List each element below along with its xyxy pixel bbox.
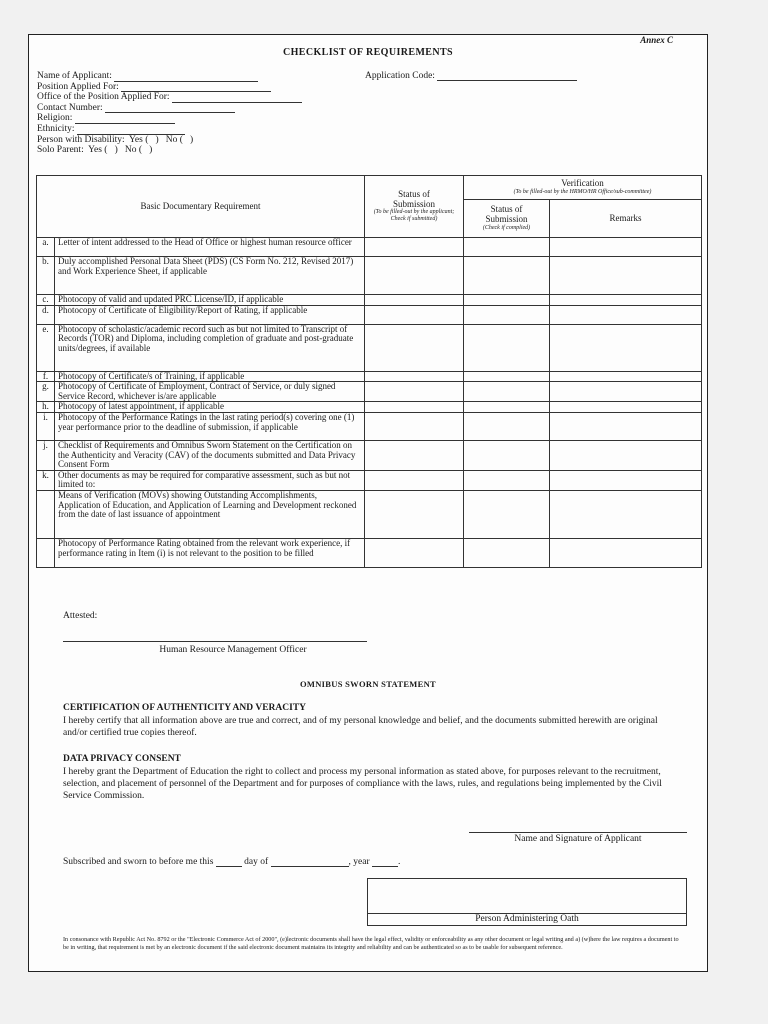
table-row xyxy=(37,305,702,324)
table-row xyxy=(37,382,702,402)
row-status-cell[interactable] xyxy=(365,440,464,470)
row-remarks-cell[interactable] xyxy=(550,305,702,324)
application-code-field[interactable] xyxy=(437,72,577,81)
requirements-table xyxy=(36,175,702,568)
hrmo-signature-line[interactable] xyxy=(63,641,367,642)
cav-text: I hereby certify that all information above are true and correct, and of my personal knowledge and belief, and the documents submitted herewith are original and/or certified true copies thereof. xyxy=(63,716,658,738)
row-status-cell[interactable] xyxy=(365,538,464,567)
row-remarks-cell[interactable] xyxy=(550,470,702,490)
privacy-text: I hereby grant the Department of Education the right to collect and process my personal information as stated above, for purposes relevant to the recruitment, selection, and placement of personnel of the Department and for purposes of compliance with the laws, rules, and regulations being implemented by the Civil Service Commission. xyxy=(63,767,662,801)
row-status-cell[interactable] xyxy=(365,402,464,413)
row-remarks-cell[interactable] xyxy=(550,238,702,257)
row-requirement: Photocopy of Performance Rating obtained from the relevant work experience, if performance rating in Item (i) is not relevant to the position to be filled xyxy=(55,538,365,567)
hrmo-label: Human Resource Management Officer xyxy=(159,645,307,655)
row-requirement: Photocopy of Certificate/s of Training, if applicable xyxy=(55,371,365,382)
pwd-choice[interactable]: Person with Disability: Yes ( ) No ( ) xyxy=(37,134,194,145)
contact-field[interactable] xyxy=(105,104,235,113)
requirements-body xyxy=(37,238,702,568)
ethnicity-label: Ethnicity: xyxy=(37,123,75,134)
row-status-cell[interactable] xyxy=(365,257,464,295)
row-letter: h. xyxy=(37,402,55,413)
row-verification-cell[interactable] xyxy=(464,538,550,567)
row-status-cell[interactable] xyxy=(365,238,464,257)
row-letter: a. xyxy=(37,238,55,257)
office-field[interactable] xyxy=(172,94,302,103)
row-remarks-cell[interactable] xyxy=(550,412,702,440)
row-status-cell[interactable] xyxy=(365,371,464,382)
table-row xyxy=(37,412,702,440)
header-ver-status xyxy=(464,200,550,238)
applicant-signature-line[interactable] xyxy=(469,832,687,833)
annex-label: Annex C xyxy=(640,35,673,45)
row-verification-cell[interactable] xyxy=(464,305,550,324)
row-letter: c. xyxy=(37,295,55,306)
header-status-note: (To be filled-out by the applicant; Check if submitted) xyxy=(373,209,455,223)
header-remarks: Remarks xyxy=(550,200,702,238)
row-verification-cell[interactable] xyxy=(464,470,550,490)
table-row xyxy=(37,371,702,382)
row-status-cell[interactable] xyxy=(365,382,464,402)
table-row xyxy=(37,470,702,490)
religion-field[interactable] xyxy=(75,115,175,124)
table-row xyxy=(37,324,702,371)
table-row xyxy=(37,440,702,470)
row-requirement: Photocopy of latest appointment, if applicable xyxy=(55,402,365,413)
applicant-fields xyxy=(37,71,302,156)
row-letter xyxy=(37,490,55,538)
row-requirement: Photocopy of Certificate of Eligibility/Report of Rating, if applicable xyxy=(55,305,365,324)
header-ver-status-label: Status of Submission xyxy=(485,204,528,224)
privacy-heading: DATA PRIVACY CONSENT xyxy=(63,754,181,764)
sworn-text-4: . xyxy=(398,857,401,867)
table-row xyxy=(37,490,702,538)
header-requirement: Basic Documentary Requirement xyxy=(37,176,365,238)
omnibus-title: OMNIBUS SWORN STATEMENT xyxy=(300,679,436,689)
solo-parent-choice[interactable]: Solo Parent: Yes ( ) No ( ) xyxy=(37,145,153,156)
oath-signature-box[interactable] xyxy=(367,878,687,926)
row-requirement: Duly accomplished Personal Data Sheet (PDS) (CS Form No. 212, Revised 2017) and Work Experience Sheet, if applicable xyxy=(55,257,365,295)
row-remarks-cell[interactable] xyxy=(550,538,702,567)
row-remarks-cell[interactable] xyxy=(550,382,702,402)
row-requirement: Photocopy of Certificate of Employment, Contract of Service, or duly signed Service Record, whichever is/are applicable xyxy=(55,382,365,402)
cav-heading: CERTIFICATION OF AUTHENTICITY AND VERACITY xyxy=(63,703,307,713)
row-requirement: Means of Verification (MOVs) showing Outstanding Accomplishments, Application of Education, and Application of Learning and Development reckoned from the date of last issuance of appointment xyxy=(55,490,365,538)
row-verification-cell[interactable] xyxy=(464,402,550,413)
footnote: In consonance with Republic Act No. 8792 or the "Electronic Commerce Act of 2000", (e)lectronic documents shall have the legal effect, validity or enforceability as any other document or legal writing and a) (w)here the law requires a document to be in writing, that requirement is met by an electronic document if the said electronic document maintains its integrity and reliability and can be authenticated so as to be usable for subsequent reference. xyxy=(63,936,679,951)
table-row xyxy=(37,257,702,295)
document-page xyxy=(28,34,708,972)
document-title: CHECKLIST OF REQUIREMENTS xyxy=(282,47,454,58)
sworn-text-3: , year xyxy=(348,857,370,867)
header-verification-label: Verification xyxy=(561,178,604,189)
row-remarks-cell[interactable] xyxy=(550,402,702,413)
office-label: Office of the Position Applied For: xyxy=(37,92,170,103)
row-status-cell[interactable] xyxy=(365,324,464,371)
row-letter: k. xyxy=(37,470,55,490)
name-label: Name of Applicant: xyxy=(37,71,112,81)
contact-label: Contact Number: xyxy=(37,102,103,113)
table-row xyxy=(37,238,702,257)
table-row xyxy=(37,538,702,567)
row-letter: e. xyxy=(37,324,55,371)
header-verification-note: (To be filled-out by the HRMO/HR Office/sub-committee) xyxy=(513,188,652,195)
header-verification xyxy=(464,176,702,200)
religion-label: Religion: xyxy=(37,113,73,124)
row-verification-cell[interactable] xyxy=(464,324,550,371)
name-field[interactable] xyxy=(114,73,258,82)
row-verification-cell[interactable] xyxy=(464,412,550,440)
row-verification-cell[interactable] xyxy=(464,295,550,306)
sworn-year-field[interactable] xyxy=(372,857,401,867)
row-status-cell[interactable] xyxy=(365,412,464,440)
position-label: Position Applied For: xyxy=(37,81,119,92)
row-verification-cell[interactable] xyxy=(464,382,550,402)
sworn-day-field[interactable] xyxy=(216,858,242,867)
sworn-statement xyxy=(63,857,400,867)
row-letter: f. xyxy=(37,371,55,382)
row-letter: i. xyxy=(37,412,55,440)
applicant-signature-label: Name and Signature of Applicant xyxy=(514,834,642,844)
row-status-cell[interactable] xyxy=(365,490,464,538)
sworn-text-1: Subscribed and sworn to before me this xyxy=(63,857,214,867)
attested-label: Attested: xyxy=(63,611,98,621)
application-code-label: Application Code: xyxy=(365,71,435,81)
row-verification-cell[interactable] xyxy=(464,490,550,538)
row-requirement: Photocopy of the Performance Ratings in the last rating period(s) covering one (1) year performance prior to the deadline of submission, if applicable xyxy=(55,412,365,440)
row-status-cell[interactable] xyxy=(365,295,464,306)
row-verification-cell[interactable] xyxy=(464,238,550,257)
row-remarks-cell[interactable] xyxy=(550,440,702,470)
header-ver-status-note: (Check if complied) xyxy=(482,224,531,231)
row-remarks-cell[interactable] xyxy=(550,324,702,371)
row-remarks-cell[interactable] xyxy=(550,295,702,306)
row-verification-cell[interactable] xyxy=(464,371,550,382)
oath-label: Person Administering Oath xyxy=(368,913,686,925)
row-requirement: Other documents as may be required for comparative assessment, such as but not limited to: xyxy=(55,470,365,490)
table-row xyxy=(37,295,702,306)
row-remarks-cell[interactable] xyxy=(550,257,702,295)
row-letter: b. xyxy=(37,257,55,295)
row-status-cell[interactable] xyxy=(365,305,464,324)
sworn-text-2: day of xyxy=(244,857,269,867)
row-remarks-cell[interactable] xyxy=(550,490,702,538)
row-letter: g. xyxy=(37,382,55,402)
ethnicity-field[interactable] xyxy=(77,126,185,135)
row-letter: j. xyxy=(37,440,55,470)
row-letter: d. xyxy=(37,305,55,324)
header-status-label: Status of Submission xyxy=(392,188,435,209)
row-requirement: Letter of intent addressed to the Head of Office or highest human resource officer xyxy=(55,238,365,257)
table-row xyxy=(37,402,702,413)
sworn-month-field[interactable] xyxy=(271,858,349,867)
position-field[interactable] xyxy=(121,83,271,92)
header-status xyxy=(365,176,464,238)
row-status-cell[interactable] xyxy=(365,470,464,490)
row-verification-cell[interactable] xyxy=(464,440,550,470)
row-verification-cell[interactable] xyxy=(464,257,550,295)
row-remarks-cell[interactable] xyxy=(550,371,702,382)
row-requirement: Photocopy of scholastic/academic record such as but not limited to Transcript of Records (TOR) and Diploma, including completion of graduate and post-graduate units/degrees, if available xyxy=(55,324,365,371)
row-requirement: Checklist of Requirements and Omnibus Sworn Statement on the Certification on the Authenticity and Veracity (CAV) of the documents submitted and Data Privacy Consent Form xyxy=(55,440,365,470)
row-requirement: Photocopy of valid and updated PRC License/ID, if applicable xyxy=(55,295,365,306)
application-code xyxy=(365,71,577,81)
row-letter xyxy=(37,538,55,567)
